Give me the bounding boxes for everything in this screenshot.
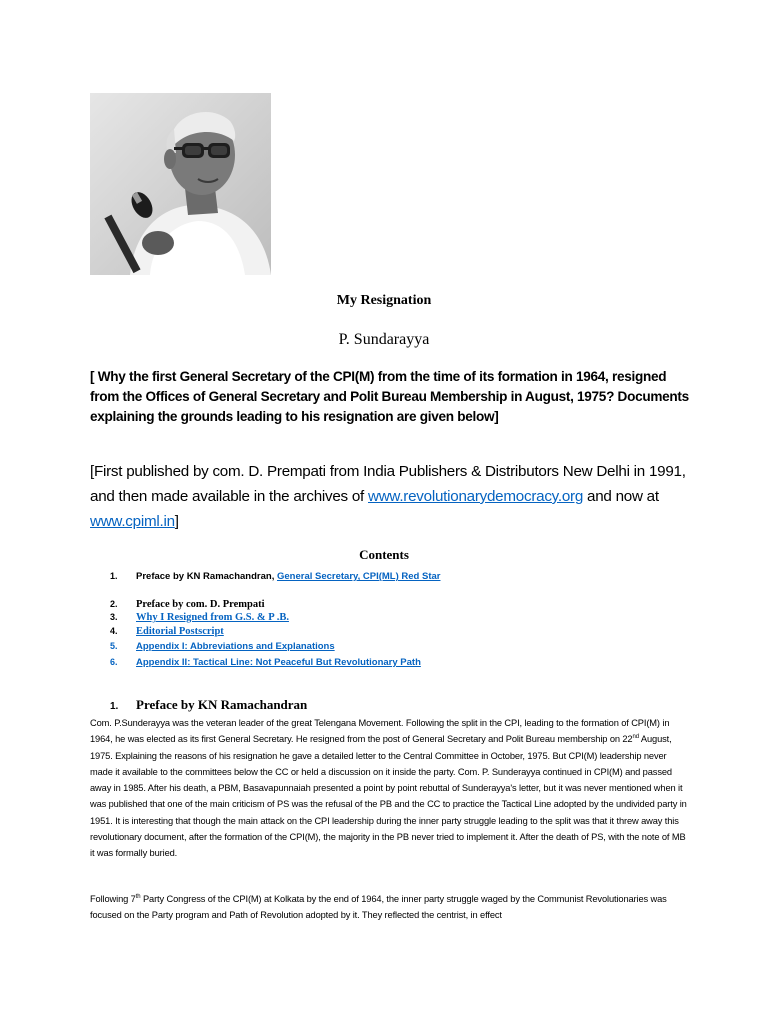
toc-item-number: 4.: [110, 626, 118, 636]
publication-note-text-middle: and now at: [583, 488, 659, 505]
revolutionarydemocracy-link[interactable]: www.revolutionarydemocracy.org: [368, 488, 584, 505]
toc-item-number: 1.: [110, 571, 118, 581]
toc-item-number: 3.: [110, 612, 118, 622]
toc-item-number: 6.: [110, 657, 118, 667]
section-number: 1.: [110, 701, 119, 712]
paragraph-text-cont: August, 1975. Explaining the reasons of his resignation he gave a detailed letter to the Central Committee in October, 1975. But CPI(M) leadership never made it available to the committees below the CC or held a discussion on it inside the party. Com. P. Sunderayya continued in CPI(M) and passed away in 1985. After his death, a PBM, Basavapunnaiah presented a point by point rebuttal of Sunderayya's letter, but it was never mentioned when it was published that one of the main criticism of PS was the refusal of the PB and the CC to practice the Tactical Line adopted by the undivided party in 1951. It is interesting that though the main attack on the CPI leadership during the inner party struggle leading to the split was that it threw away this revolutionary document, after the formation of the CPI(M), the majority in the PB never tried to implement it. After the death of PS, with the note of MB it was formally buried.: [90, 734, 687, 859]
toc-item-text: Preface by com. D. Prempati: [136, 599, 265, 610]
toc-link-editorial-postscript[interactable]: Editorial Postscript: [136, 626, 224, 637]
toc-link-appendix-1[interactable]: Appendix I: Abbreviations and Explanations: [136, 641, 335, 652]
ordinal-suffix: th: [135, 894, 141, 900]
publication-note-text: [First published by com. D. Prempati from India Publishers & Distributors New Delhi in 1991, and then made available in the archives of: [90, 463, 686, 505]
toc-link-general-secretary[interactable]: General Secretary, CPI(ML) Red Star: [276, 571, 441, 582]
paragraph-text: Following 7: [90, 894, 136, 904]
document-author: P. Sundarayya: [338, 331, 430, 348]
contents-heading: Contents: [359, 547, 409, 562]
section-heading-preface: [110, 697, 307, 713]
preface-paragraph-1: [90, 715, 688, 862]
document-title: My Resignation: [336, 293, 432, 308]
toc-item-number: 5.: [110, 641, 118, 651]
ordinal-suffix: nd: [632, 734, 639, 741]
paragraph-text-cont: Party Congress of the CPI(M) at Kolkata by the end of 1964, the inner party struggle waged by the Communist Revolutionaries was focused on the Party program and Path of Revolution adopted by it. They reflected the centrist, in effect: [90, 894, 667, 921]
cpiml-link[interactable]: www.cpiml.in: [90, 513, 175, 530]
toc-link-why-i-resigned[interactable]: Why I Resigned from G.S. & P .B.: [136, 612, 289, 623]
paragraph-text: Com. P.Sunderayya was the veteran leader of the great Telengana Movement. Following the split in the CPI, leading to the formation of CPI(M) in 1964, he was elected as its first General Secretary. He resigned from the post of General Secretary and Polit Bureau membership on 22: [90, 718, 670, 745]
portrait-image: [90, 93, 271, 275]
author-portrait-photo: [90, 93, 271, 275]
toc-item-number: 2.: [110, 599, 118, 609]
preface-paragraph-2: [90, 891, 688, 924]
publication-note-text-end: ]: [174, 513, 179, 530]
toc-link-appendix-2[interactable]: Appendix II: Tactical Line: Not Peaceful But Revolutionary Path: [136, 657, 421, 668]
section-title: Preface by KN Ramachandran: [136, 697, 308, 712]
publication-note: [90, 459, 710, 534]
document-abstract: [ Why the first General Secretary of the CPI(M) from the time of its formation in 1964, resigned from the Offices of General Secretary and Polit Bureau Membership in August, 1975? Documents explaining the grounds leading to his resignation are given below]: [90, 369, 689, 424]
toc-item-text: Preface by KN Ramachandran,: [136, 571, 277, 582]
toc-item-6: [110, 652, 670, 670]
toc-item-1: [110, 566, 670, 584]
